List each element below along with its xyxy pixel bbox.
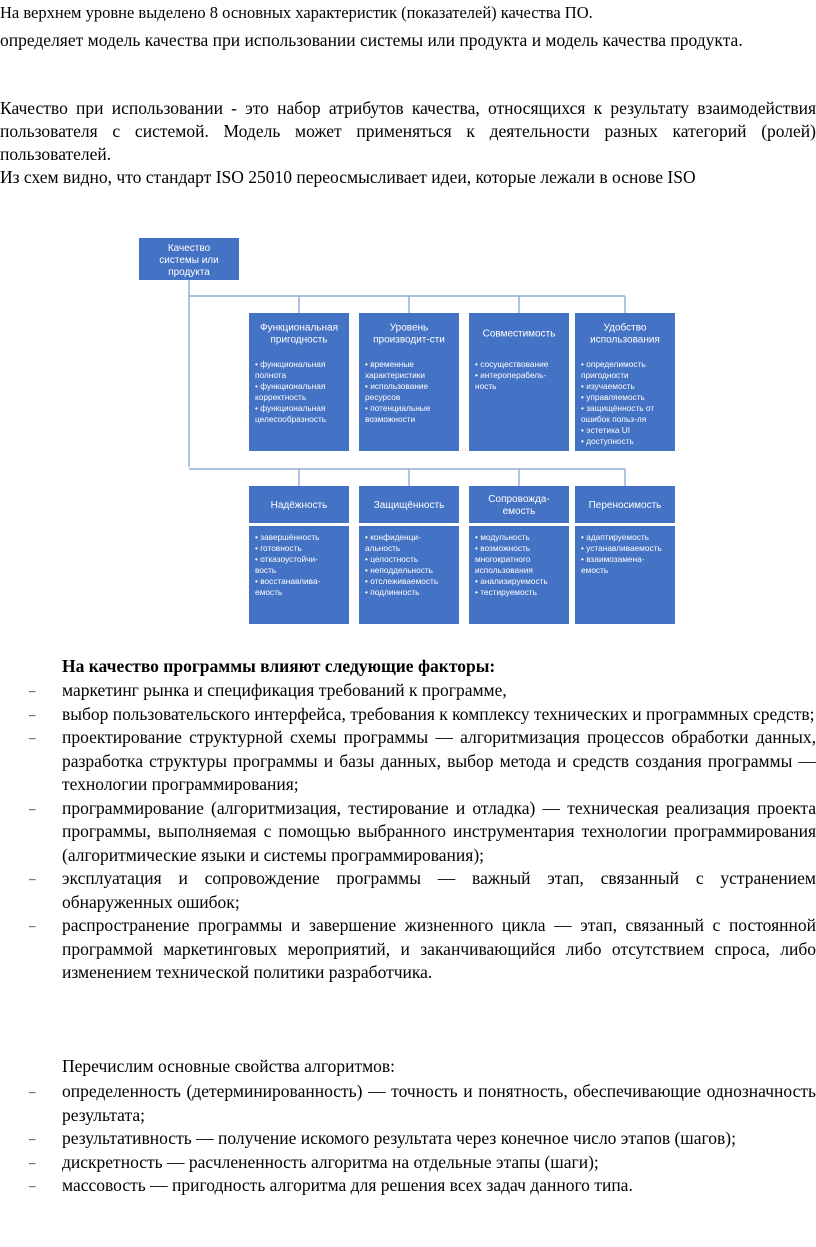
category-detail-line: • использование bbox=[365, 381, 429, 391]
category-detail-line: емость bbox=[255, 587, 283, 597]
list-item-text: дискретность — расчлененность алгоритма на отдельные этапы (шаги); bbox=[62, 1151, 599, 1172]
category-detail-line: • неподдельность bbox=[365, 565, 433, 575]
category-detail-line: • эстетика UI bbox=[581, 425, 631, 435]
category-detail-line: возможности bbox=[365, 414, 416, 424]
root-tile-label: системы или bbox=[159, 255, 219, 266]
list-item-text: распространение программы и завершение жизненного цикла — этап, связанный с постоянной программой маркетинговых мероприятий, и заканчивающийся либо отсутствием спроса, либо изменением технической политики разработчика. bbox=[62, 915, 816, 982]
factors-heading: На качество программы влияют следующие факторы: bbox=[62, 656, 496, 676]
list-dash: – bbox=[29, 683, 36, 698]
category-detail-line: • конфиденци- bbox=[365, 532, 421, 542]
factor-item bbox=[0, 679, 816, 703]
category-detail-line: • функциональная bbox=[255, 403, 326, 413]
category-detail-line: полнота bbox=[255, 370, 287, 380]
factor-item bbox=[0, 703, 816, 727]
quality-model-diagram bbox=[0, 230, 816, 635]
category-title: Функциональная bbox=[259, 322, 339, 334]
list-dash: – bbox=[29, 1131, 36, 1146]
category-detail-line: • отказоустойчи- bbox=[255, 554, 318, 564]
category-detail-line: • возможность bbox=[475, 543, 531, 553]
list-item-text: результативность — получение искомого результата через конечное число этапов (шагов); bbox=[62, 1128, 736, 1148]
list-dash: – bbox=[29, 1084, 36, 1099]
category-detail-line: пригодности bbox=[581, 370, 629, 380]
category-detail-line: • готовность bbox=[255, 543, 302, 553]
category-detail-line: • восстанавлива- bbox=[255, 576, 321, 586]
property-item bbox=[0, 1127, 816, 1151]
category-title: Совместимость bbox=[482, 328, 556, 340]
category-detail-line: • защищённость от bbox=[581, 403, 655, 413]
category-detail-line: характеристики bbox=[365, 370, 426, 380]
category-detail-line: • целостность bbox=[365, 554, 419, 564]
algorithm-properties-list bbox=[0, 1080, 816, 1198]
category-title: Сопровожда- bbox=[488, 494, 550, 505]
algorithm-properties-heading: Перечислим основные свойства алгоритмов: bbox=[62, 1056, 396, 1076]
category-detail-line: • потенциальные bbox=[365, 403, 431, 413]
category-detail-line: • подлинность bbox=[365, 587, 420, 597]
category-detail-line: ресурсов bbox=[365, 392, 401, 402]
factor-item bbox=[0, 867, 816, 914]
category-detail-line: целесообразность bbox=[255, 414, 327, 424]
category-title: Переносимость bbox=[588, 500, 662, 511]
list-item-text: маркетинг рынка и спецификация требований к программе, bbox=[62, 680, 507, 700]
category-detail-line: • изучаемость bbox=[581, 381, 635, 391]
category-title: емость bbox=[502, 506, 536, 517]
category-detail-line: ошибок польз-ля bbox=[581, 414, 647, 424]
category-detail-line: • управляемость bbox=[581, 392, 645, 402]
category-detail-line: • анализируемость bbox=[475, 576, 548, 586]
factor-item bbox=[0, 914, 816, 985]
category-title: Уровень bbox=[389, 322, 429, 334]
property-item bbox=[0, 1174, 816, 1198]
category-title: Удобство bbox=[603, 322, 647, 334]
list-dash: – bbox=[29, 730, 36, 745]
category-title: производит-сти bbox=[373, 334, 445, 346]
category-detail-line: • взаимозамена- bbox=[581, 554, 645, 564]
root-tile-label: Качество bbox=[167, 243, 211, 254]
category-detail-line: • временные bbox=[365, 359, 414, 369]
list-item-text: проектирование структурной схемы программы — алгоритмизация процессов обработки данных, разработка структуры программы и базы данных, выбор метода и средств создания программы — технологии программирования; bbox=[62, 727, 816, 794]
list-dash: – bbox=[29, 871, 36, 886]
category-detail-line: • завершённость bbox=[255, 532, 320, 542]
category-detail-line: использования bbox=[475, 565, 533, 575]
root-tile-label: продукта bbox=[168, 267, 210, 278]
factors-list bbox=[0, 679, 816, 985]
category-detail-line: • модульность bbox=[475, 532, 530, 542]
list-dash: – bbox=[29, 918, 36, 933]
category-detail-line: • интероперабель- bbox=[475, 370, 547, 380]
list-item-text: выбор пользовательского интерфейса, требования к комплексу технических и программных средств; bbox=[62, 703, 815, 724]
list-item-text: программирование (алгоритмизация, тестирование и отладка) — техническая реализация проекта программы, выполняемая с помощью выбранного инструментария технологии программирования (алгоритмические языки и системы программирования); bbox=[62, 797, 816, 865]
category-detail-line: • устанавливаемость bbox=[581, 543, 662, 553]
category-title: Защищённость bbox=[373, 500, 445, 511]
list-dash: – bbox=[29, 1178, 36, 1193]
category-detail-line: • адаптируемость bbox=[581, 532, 649, 542]
paragraph-iso: Из схем видно, что стандарт ISO 25010 переосмысливает идеи, которые лежали в основе ISO bbox=[0, 167, 696, 187]
category-detail-line: альность bbox=[365, 543, 401, 553]
category-detail-line: • доступность bbox=[581, 436, 634, 446]
category-detail-line: • сосуществование bbox=[475, 359, 549, 369]
category-detail-line: • функциональная bbox=[255, 381, 326, 391]
factor-item bbox=[0, 726, 816, 797]
category-detail-line: ность bbox=[475, 381, 497, 391]
paragraph-quality-in-use: Качество при использовании - это набор атрибутов качества, относящихся к результату взаимодействия пользователя с системой. Модель может применяться к деятельности разных категорий (ролей) пользователей. bbox=[0, 98, 816, 164]
property-item bbox=[0, 1151, 816, 1175]
category-detail-line: корректность bbox=[255, 392, 307, 402]
category-title: Надёжность bbox=[270, 500, 328, 511]
list-item-text: определенность (детерминированность) — точность и понятность, обеспечивающие однозначность результата; bbox=[62, 1081, 816, 1125]
paragraph-top-level: На верхнем уровне выделено 8 основных характеристик (показателей) качества ПО. bbox=[0, 3, 593, 22]
category-detail-line: емость bbox=[581, 565, 609, 575]
category-title: использования bbox=[590, 334, 660, 346]
factor-item bbox=[0, 797, 816, 868]
paragraph-model: определяет модель качества при использовании системы или продукта и модель качества продукта. bbox=[0, 30, 743, 50]
list-item-text: эксплуатация и сопровождение программы — важный этап, связанный с устранением обнаруженных ошибок; bbox=[62, 868, 816, 912]
category-title: пригодность bbox=[270, 334, 328, 346]
category-detail-line: • функциональная bbox=[255, 359, 326, 369]
category-detail-line: • тестируемость bbox=[475, 587, 537, 597]
list-item-text: массовость — пригодность алгоритма для решения всех задач данного типа. bbox=[62, 1175, 633, 1195]
category-detail-line: многократного bbox=[475, 554, 531, 564]
list-dash: – bbox=[29, 706, 36, 722]
list-dash: – bbox=[29, 800, 36, 816]
category-detail-line: • отслеживаемость bbox=[365, 576, 439, 586]
property-item bbox=[0, 1080, 816, 1127]
list-dash: – bbox=[29, 1154, 36, 1170]
category-detail-line: • определимость bbox=[581, 359, 646, 369]
category-detail-line: вость bbox=[255, 565, 277, 575]
